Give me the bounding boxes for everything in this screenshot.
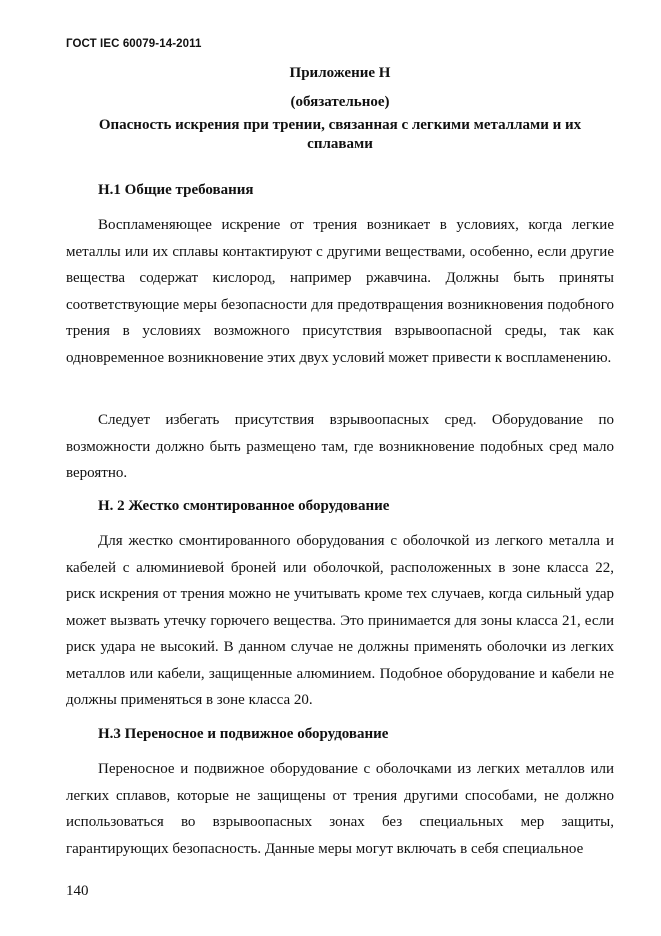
- section-heading-h3: Н.3 Переносное и подвижное оборудование: [98, 726, 389, 742]
- page-number: 140: [66, 883, 89, 899]
- appendix-status: (обязательное): [290, 94, 390, 110]
- paragraph-h1-1: Воспламеняющее искрение от трения возникает в условиях, когда легкие металлы или их сплавы контактируют с другими веществами, особенно, если другие вещества содержат кислород, например ржавчина. Должны быть приняты соответствующие меры безопасности для предотвращения возникновения подобного трения в условиях возможного присутствия взрывоопасной среды, так как одновременное возникновение этих двух условий может привести к воспламенению.: [66, 217, 614, 366]
- section-heading-h1: Н.1 Общие требования: [98, 182, 254, 198]
- appendix-subject: Опасность искрения при трении, связанная с легкими металлами и их сплавами: [98, 117, 582, 152]
- paragraph-h2-1: Для жестко смонтированного оборудования с оболочкой из легкого металла и кабелей с алюминиевой броней или оболочкой, расположенных в зоне класса 22, риск искрения от трения можно не учитывать кроме тех случаев, когда сильный удар может вызвать утечку горючего вещества. Это принимается для зоны класса 21, если риск удара не высокий. В данном случае не должны применять оболочки из легких металлов или кабели, защищенные алюминием. Подобное оборудование и кабели не должны применяться в зоне класса 20.: [66, 533, 614, 708]
- appendix-title: Приложение Н: [289, 65, 391, 81]
- document-code: ГОСТ IEC 60079-14-2011: [66, 38, 202, 50]
- paragraph-h1-2: Следует избегать присутствия взрывоопасных сред. Оборудование по возможности должно быть размещено там, где возникновение подобных сред мало вероятно.: [66, 412, 614, 481]
- section-heading-h2: Н. 2 Жестко смонтированное оборудование: [98, 498, 390, 514]
- paragraph-h3-1: Переносное и подвижное оборудование с оболочками из легких металлов или легких сплавов, которые не защищены от трения другими способами, не должно использоваться во взрывоопасных зонах без специальных мер защиты, гарантирующих безопасность. Данные меры могут включать в себя специальное: [66, 761, 614, 857]
